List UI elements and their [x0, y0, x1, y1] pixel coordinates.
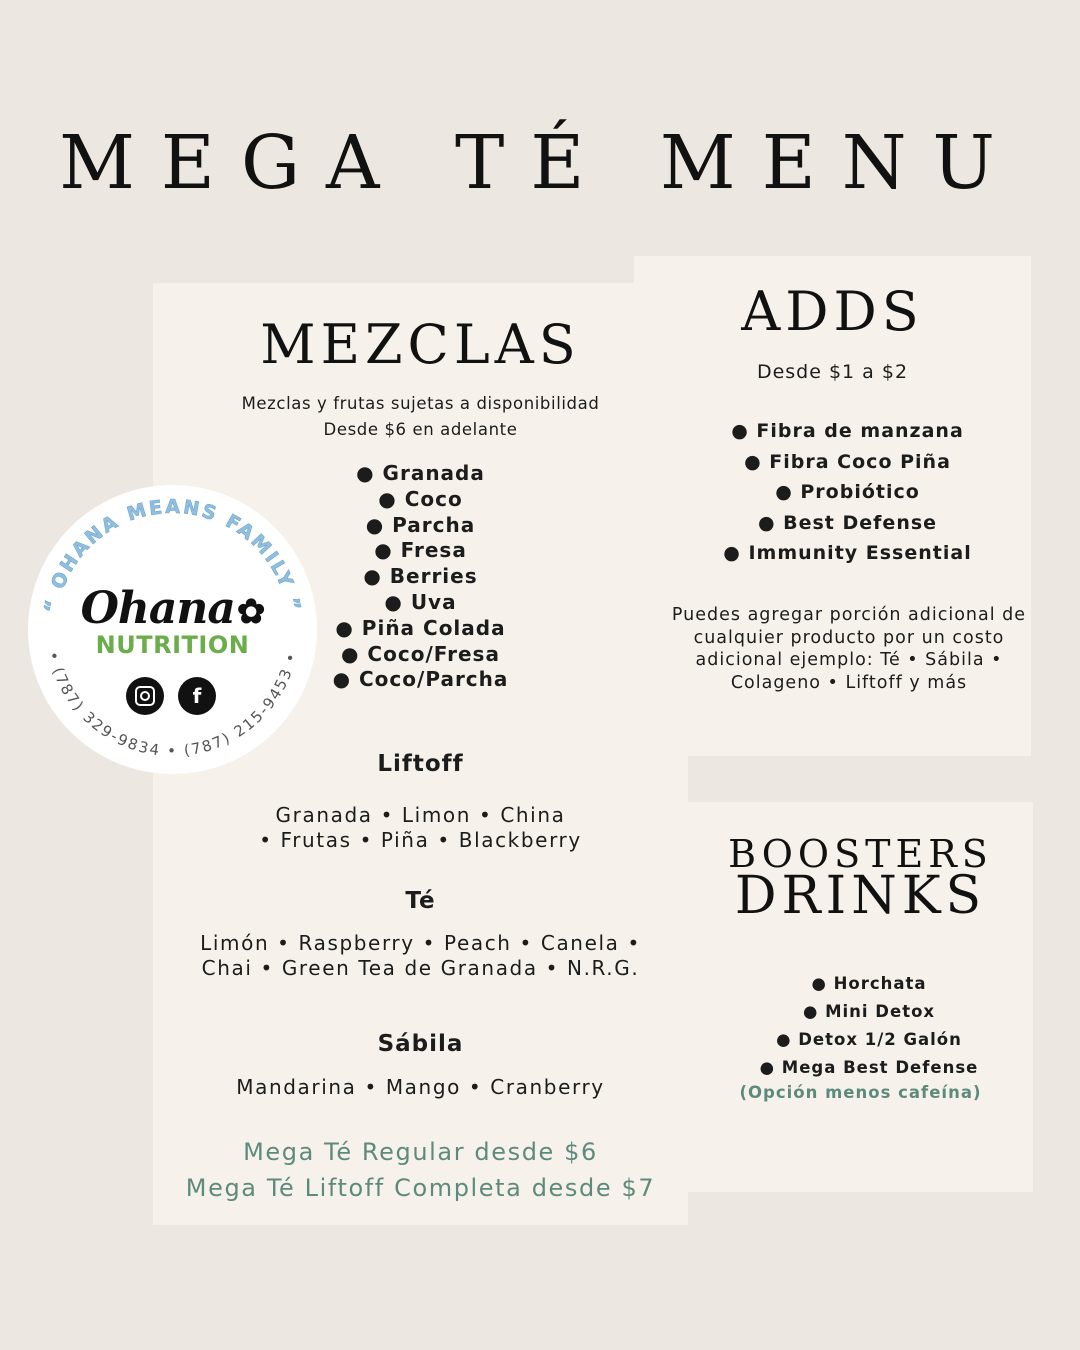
list-item: ● Fibra Coco Piña	[744, 450, 951, 473]
boosters-title: BOOSTERS	[728, 832, 993, 876]
mezclas-note-line2: Desde $6 en adelante	[323, 420, 518, 439]
hibiscus-icon: ✿	[236, 592, 265, 632]
instagram-icon[interactable]	[126, 677, 164, 715]
list-item: ● Detox 1/2 Galón	[776, 1030, 962, 1049]
list-item: ● Granada	[356, 461, 485, 485]
adds-price-range: Desde $1 a $2	[756, 361, 909, 383]
list-item: ● Coco/Fresa	[341, 641, 500, 666]
facebook-icon[interactable]: f	[178, 677, 216, 715]
list-item: ● Fresa	[374, 538, 467, 563]
list-item: ● Immunity Essential	[723, 542, 972, 565]
logo-nutrition: NUTRITION	[95, 631, 250, 659]
boosters-panel	[688, 802, 1033, 1192]
liftoff-line2: • Frutas • Piña • Blackberry	[259, 828, 582, 852]
liftoff-flavors	[153, 803, 688, 853]
list-item: ● Mega Best Defense	[759, 1058, 979, 1077]
svg-text:• (787) 329-9834 • (787) 215-9	[44, 650, 301, 760]
liftoff-heading: Liftoff	[377, 751, 464, 777]
sabila-heading: Sábila	[377, 1031, 464, 1057]
list-item: ● Horchata	[811, 974, 927, 993]
te-heading: Té	[405, 888, 436, 914]
adds-panel	[634, 256, 1031, 756]
ohana-nutrition-logo	[28, 485, 317, 774]
price-regular: Mega Té Regular desde $6	[243, 1138, 598, 1166]
page-title: MEGA TÉ MENU	[59, 120, 1021, 206]
logo-brand	[28, 583, 317, 634]
mezclas-note-line1: Mezclas y frutas sujetas a disponibilidad	[241, 394, 600, 413]
list-item: ● Piña Colada	[335, 615, 506, 640]
liftoff-line1: Granada • Limon • China	[275, 803, 566, 827]
list-item: ● Coco	[378, 486, 463, 511]
adds-note: Puedes agregar porción adicional de cualquier producto por un costo adicional ejemplo: Té • Sábila • Colageno • Liftoff y más	[671, 605, 1027, 693]
price-liftoff: Mega Té Liftoff Completa desde $7	[185, 1174, 656, 1202]
mezclas-title: MEZCLAS	[260, 313, 581, 376]
list-item: ● Probiótico	[775, 481, 920, 504]
logo-brand-text: Ohana	[80, 583, 235, 634]
logo-slogan: “ OHANA MEANS FAMILY ”	[40, 495, 305, 615]
logo-phones: • (787) 329-9834 • (787) 215-9453 •	[44, 649, 301, 760]
te-flavors: Limón • Raspberry • Peach • Canela • Chai • Green Tea de Granada • N.R.G.	[200, 931, 641, 980]
list-item: ● Berries	[363, 564, 478, 589]
list-item: ● Fibra de manzana	[731, 420, 964, 442]
list-item: ● Parcha	[365, 512, 476, 537]
boosters-list	[688, 970, 1050, 1082]
list-item: ● Coco/Parcha	[332, 667, 509, 692]
list-item: ● Uva	[384, 589, 457, 614]
drinks-title: DRINKS	[734, 866, 987, 926]
list-item: ● Mini Detox	[802, 1002, 936, 1021]
list-item: ● Best Defense	[757, 511, 938, 534]
mezclas-note	[153, 391, 688, 443]
adds-title: ADDS	[741, 280, 924, 343]
sabila-flavors: Mandarina • Mango • Cranberry	[236, 1075, 605, 1099]
adds-list	[634, 416, 1061, 569]
boosters-note: (Opción menos cafeína)	[739, 1083, 982, 1102]
